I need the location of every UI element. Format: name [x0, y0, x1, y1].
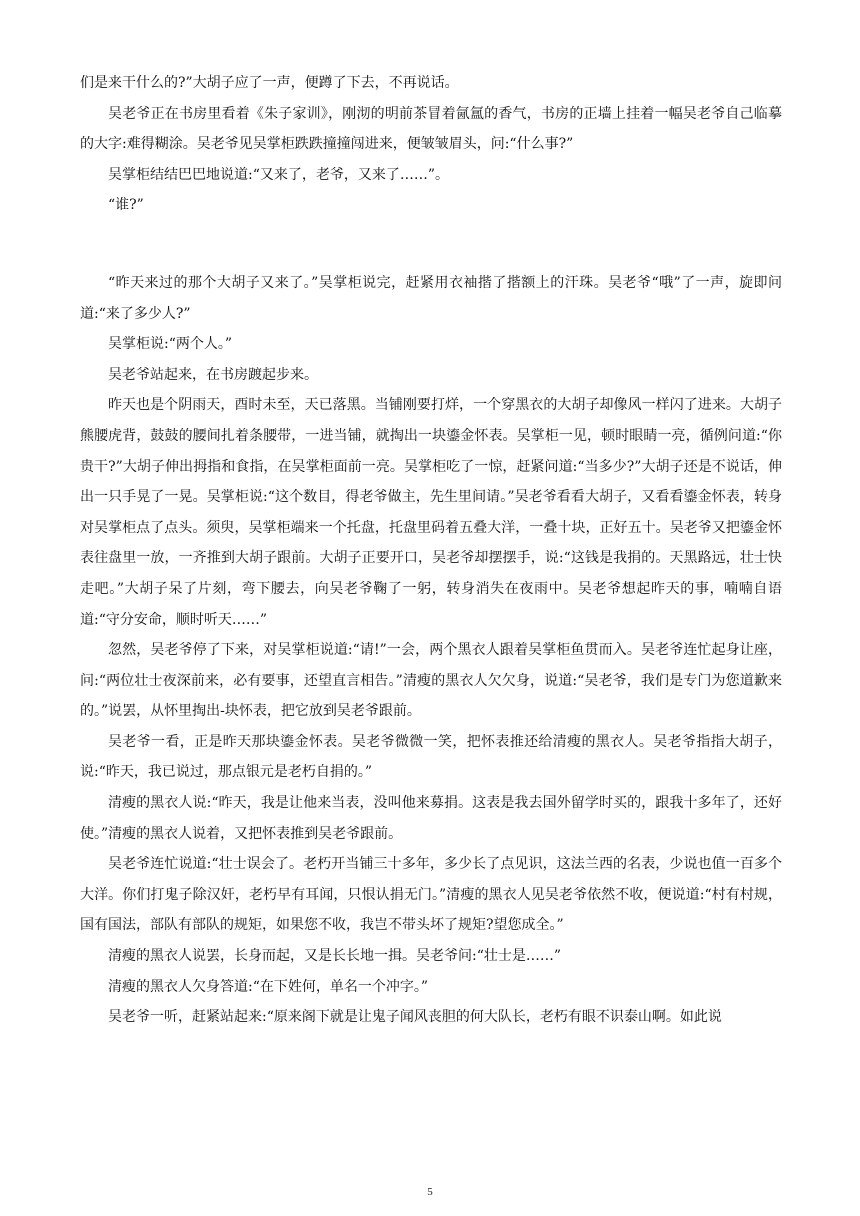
paragraph: 吴老爷连忙说道:“壮士误会了。老朽开当铺三十多年，多少长了点见识，这法兰西的名表，少说也值一百多个大洋。你们打鬼子除汉奸，老朽早有耳闻，只恨认捐无门。”清瘦的黑衣人见吴老爷依然不收，便说道:“村有村规，国有国法，部队有部队的规矩，如果您不收，我岂不带头坏了规矩?望您成全。” — [80, 856, 782, 934]
paragraph: “谁?” — [108, 197, 144, 214]
paragraph-gap — [80, 221, 782, 268]
paragraph: 吴掌柜说:“两个人。” — [108, 336, 233, 353]
paragraph: 昨天也是个阴雨天，酉时未至，天已落黑。当铺刚要打烊，一个穿黑衣的大胡子却像风一样闪了进来。大胡子熊腰虎背，鼓鼓的腰间扎着条腰带，一进当铺，就掏出一块鎏金怀表。吴掌柜一见，顿时眼睛一亮，循例问道:“你贵干?”大胡子伸出拇指和食指，在吴掌柜面前一亮。吴掌柜吃了一惊，赶紧问道:“当多少?”大胡子还是不说话，伸出一只手晃了一晃。吴掌柜说:“这个数目，得老爷做主，先生里间请。”吴老爷看看大胡子，又看看鎏金怀表，转身对吴掌柜点了点头。须臾，吴掌柜端来一个托盘，托盘里码着五叠大洋，一叠十块，正好五十。吴老爷又把鎏金怀表往盘里一放，一齐推到大胡子跟前。大胡子正要开口，吴老爷却摆摆手，说:“这钱是我捐的。天黑路远，壮士快走吧。”大胡子呆了片刻，弯下腰去，向吴老爷鞠了一躬，转身消失在夜雨中。吴老爷想起昨天的事，喃喃自语道:“守分安命，顺时听天……” — [80, 397, 782, 628]
paragraph: 们是来干什么的?”大胡子应了一声，便蹲了下去，不再说话。 — [80, 75, 459, 91]
paragraph: 吴掌柜结结巴巴地说道:“又来了，老爷，又来了……”。 — [108, 166, 450, 183]
paragraph: 清瘦的黑衣人说罢，长身而起，又是长长地一揖。吴老爷问:“壮士是……” — [108, 948, 562, 965]
paragraph: 忽然，吴老爷停了下来，对吴掌柜说道:“请!”一会，两个黑衣人跟着吴掌柜鱼贯而入。吴老爷连忙起身让座，问:“两位壮士夜深前来，必有要事，还望直言相告。”清瘦的黑衣人欠欠身，说道:“吴老爷，我们是专门为您道歉来的。”说罢，从怀里掏出-块怀表，把它放到吴老爷跟前。 — [80, 642, 782, 720]
paragraph: 吴老爷一听，赶紧站起来:“原来阁下就是让鬼子闻风丧胆的何大队长，老朽有眼不识泰山啊。如此说 — [108, 1009, 722, 1026]
paragraph: 吴老爷正在书房里看着《朱子家训》，刚沏的明前茶冒着氤氲的香气，书房的正墙上挂着一幅吴老爷自己临摹的大字:难得糊涂。吴老爷见吴掌柜跌跌撞撞闯进来，便皱皱眉头，问:“什么事?” — [80, 105, 782, 153]
paragraph: 吴老爷站起来，在书房踱起步来。 — [108, 366, 318, 383]
document-body — [80, 68, 782, 1033]
paragraph: 清瘦的黑衣人说:“昨天，我是让他来当表，没叫他来募捐。这表是我去国外留学时买的，跟我十多年了，还好使。”清瘦的黑衣人说着，又把怀表推到吴老爷跟前。 — [80, 795, 782, 842]
page-number: 5 — [427, 1186, 433, 1198]
paragraph: 清瘦的黑衣人欠身答道:“在下姓何，单名一个冲字。” — [108, 978, 429, 995]
paragraph: 吴老爷一看，正是昨天那块鎏金怀表。吴老爷微微一笑，把怀表推还给清瘦的黑衣人。吴老爷指指大胡子，说:“昨天，我已说过，那点银元是老朽自捐的。” — [80, 733, 782, 781]
paragraph: “昨天来过的那个大胡子又来了。”吴掌柜说完，赶紧用衣袖揩了揩额上的汗珠。吴老爷“哦”了一声，旋即问道:“来了多少人?” — [80, 274, 782, 322]
